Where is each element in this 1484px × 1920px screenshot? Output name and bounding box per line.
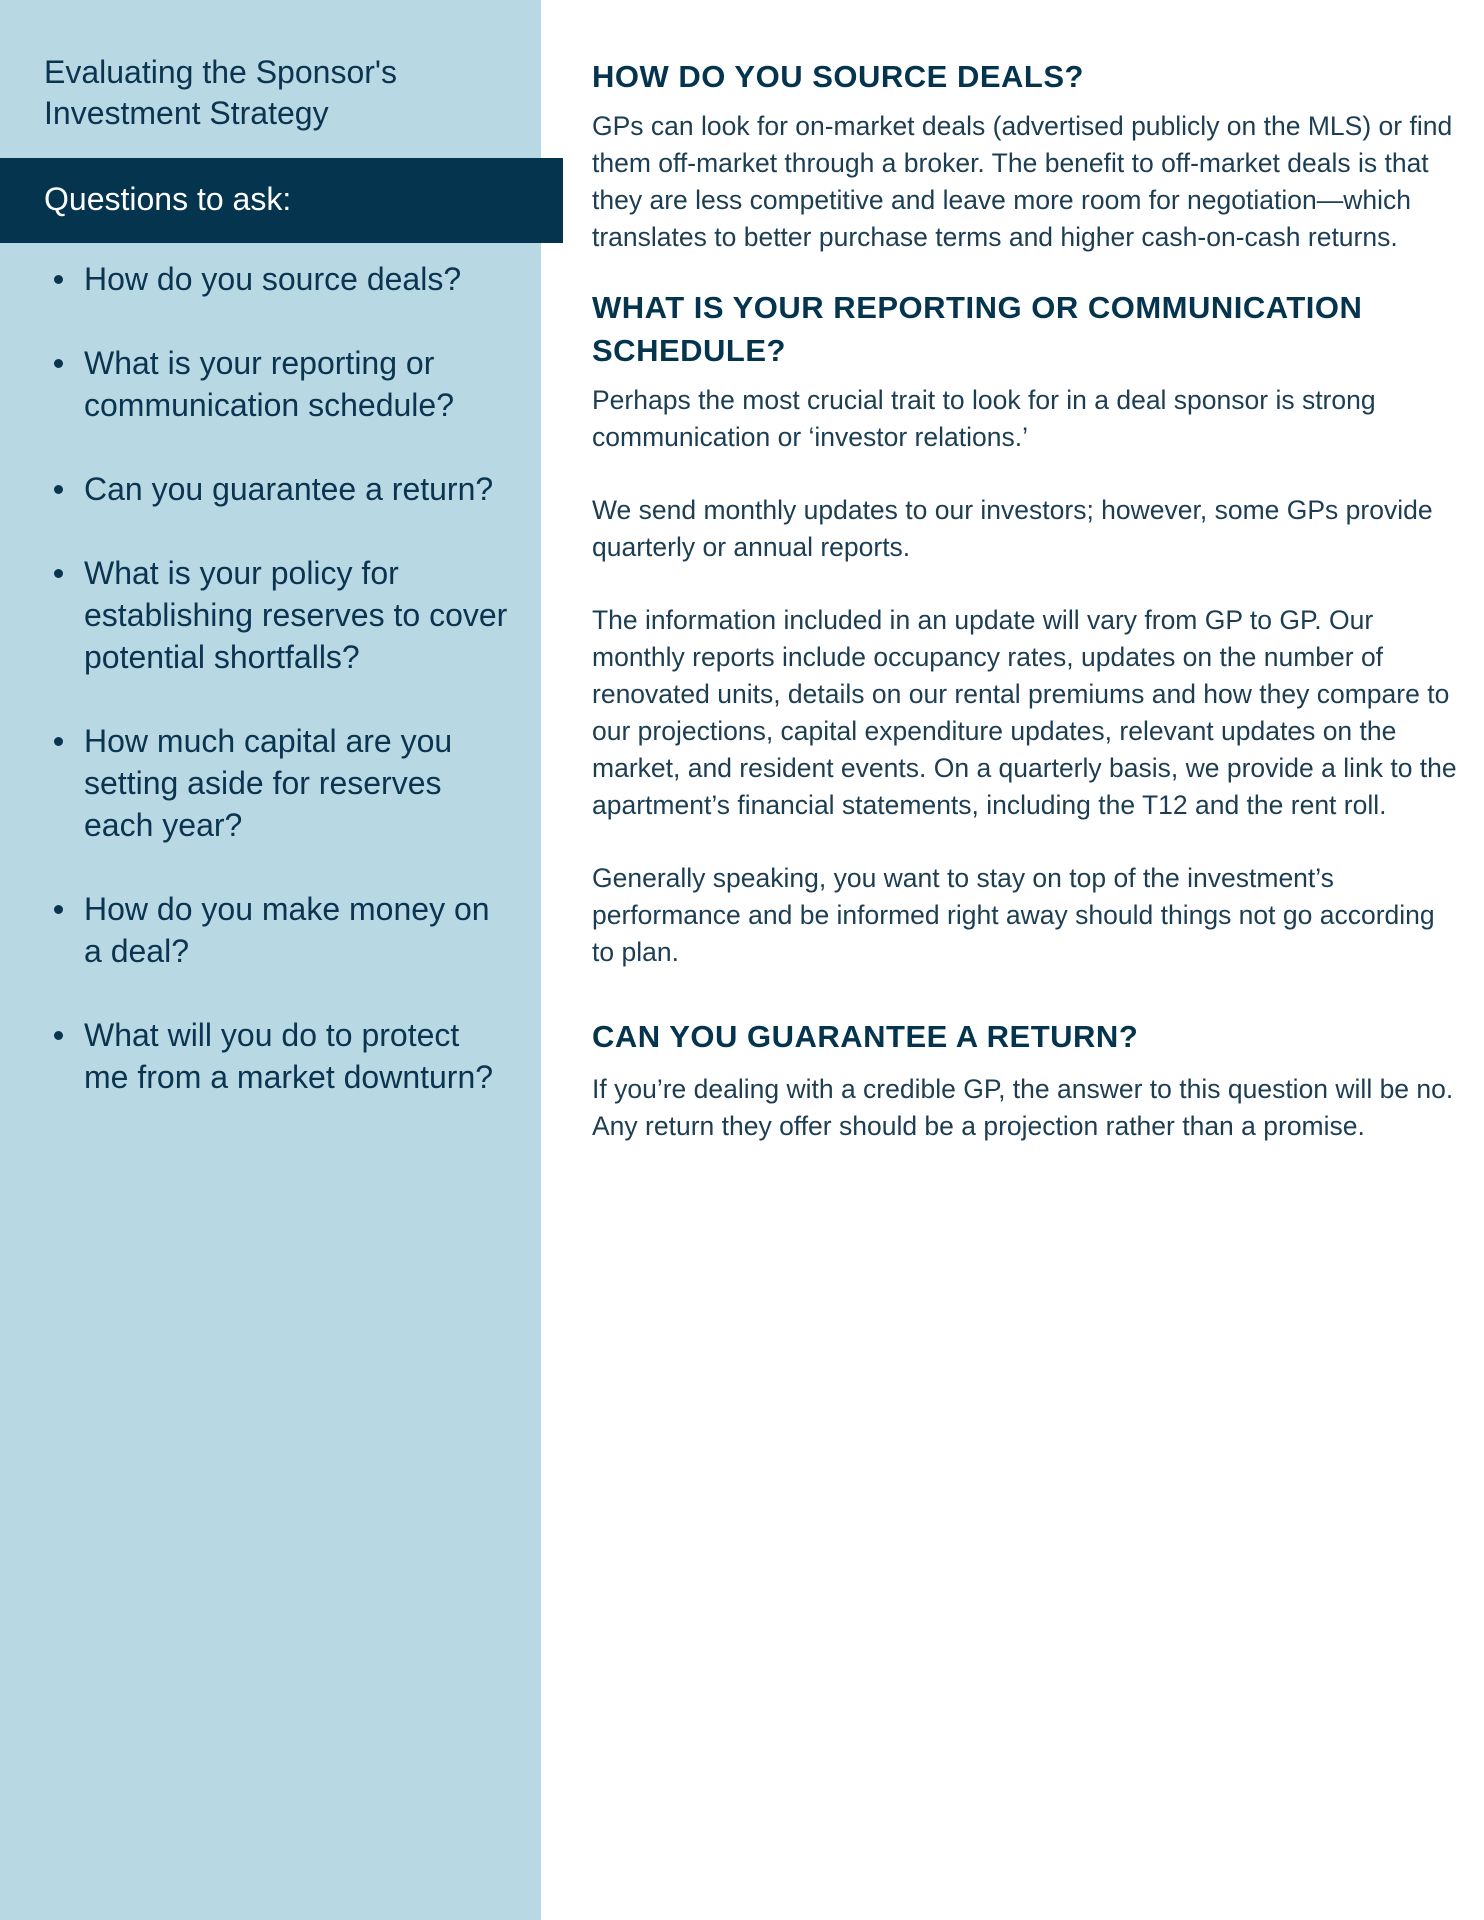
question-text: What is your policy for establishing reserves to cover potential shortfalls? — [84, 555, 508, 675]
question-item — [0, 342, 541, 426]
questions-label: Questions to ask: — [44, 181, 292, 217]
section-source-deals — [592, 55, 1460, 256]
section-paragraph: If you’re dealing with a credible GP, the answer to this question will be no. Any return they offer should be a projection rather than a promise. — [592, 1074, 1454, 1141]
section-paragraph: Perhaps the most crucial trait to look for in a deal sponsor is strong communication or ‘investor relations.’ — [592, 385, 1376, 452]
question-item — [0, 888, 541, 972]
bullet-icon — [54, 485, 63, 494]
bullet-icon — [54, 359, 63, 368]
section-paragraph: We send monthly updates to our investors; however, some GPs provide quarterly or annual reports. — [592, 495, 1433, 562]
question-item — [0, 1014, 541, 1098]
bullet-icon — [54, 1031, 63, 1040]
question-text: How do you source deals? — [84, 261, 462, 297]
question-text: How do you make money on a deal? — [84, 891, 490, 969]
question-list — [0, 258, 541, 1140]
section-guarantee-return — [592, 1015, 1460, 1145]
section-paragraph: The information included in an update will vary from GP to GP. Our monthly reports include occupancy rates, updates on the number of renovated units, details on our rental premiums and how they compare to our projections, capital expenditure updates, relevant updates on the market, and resident events. On a quarterly basis, we provide a link to the apartment’s financial statements, including the T12 and the rent roll. — [592, 605, 1457, 820]
section-heading: HOW DO YOU SOURCE DEALS? — [592, 59, 1084, 94]
section-heading: CAN YOU GUARANTEE A RETURN? — [592, 1019, 1139, 1054]
main-content — [592, 55, 1460, 1145]
bullet-icon — [54, 275, 63, 284]
section-paragraph: GPs can look for on-market deals (advertised publicly on the MLS) or find them off-market through a broker. The benefit to off-market deals is that they are less competitive and leave more room for negotiation—which translates to better purchase terms and higher cash-on-cash returns. — [592, 111, 1453, 252]
question-text: What will you do to protect me from a market downturn? — [84, 1017, 494, 1095]
section-reporting-schedule — [592, 286, 1460, 971]
question-text: How much capital are you setting aside for reserves each year? — [84, 723, 453, 843]
sidebar — [0, 0, 541, 1920]
bullet-icon — [54, 569, 63, 578]
question-text: What is your reporting or communication schedule? — [84, 345, 454, 423]
question-item — [0, 468, 541, 510]
section-heading: WHAT IS YOUR REPORTING OR COMMUNICATION SCHEDULE? — [592, 290, 1363, 368]
question-item — [0, 552, 541, 678]
bullet-icon — [54, 737, 63, 746]
question-text: Can you guarantee a return? — [84, 471, 494, 507]
question-item — [0, 258, 541, 300]
section-paragraph: Generally speaking, you want to stay on top of the investment’s performance and be informed right away should things not go according to plan. — [592, 863, 1435, 967]
question-item — [0, 720, 541, 846]
bullet-icon — [54, 905, 63, 914]
sidebar-title: Evaluating the Sponsor's Investment Strategy — [44, 54, 397, 131]
questions-banner — [0, 158, 563, 243]
